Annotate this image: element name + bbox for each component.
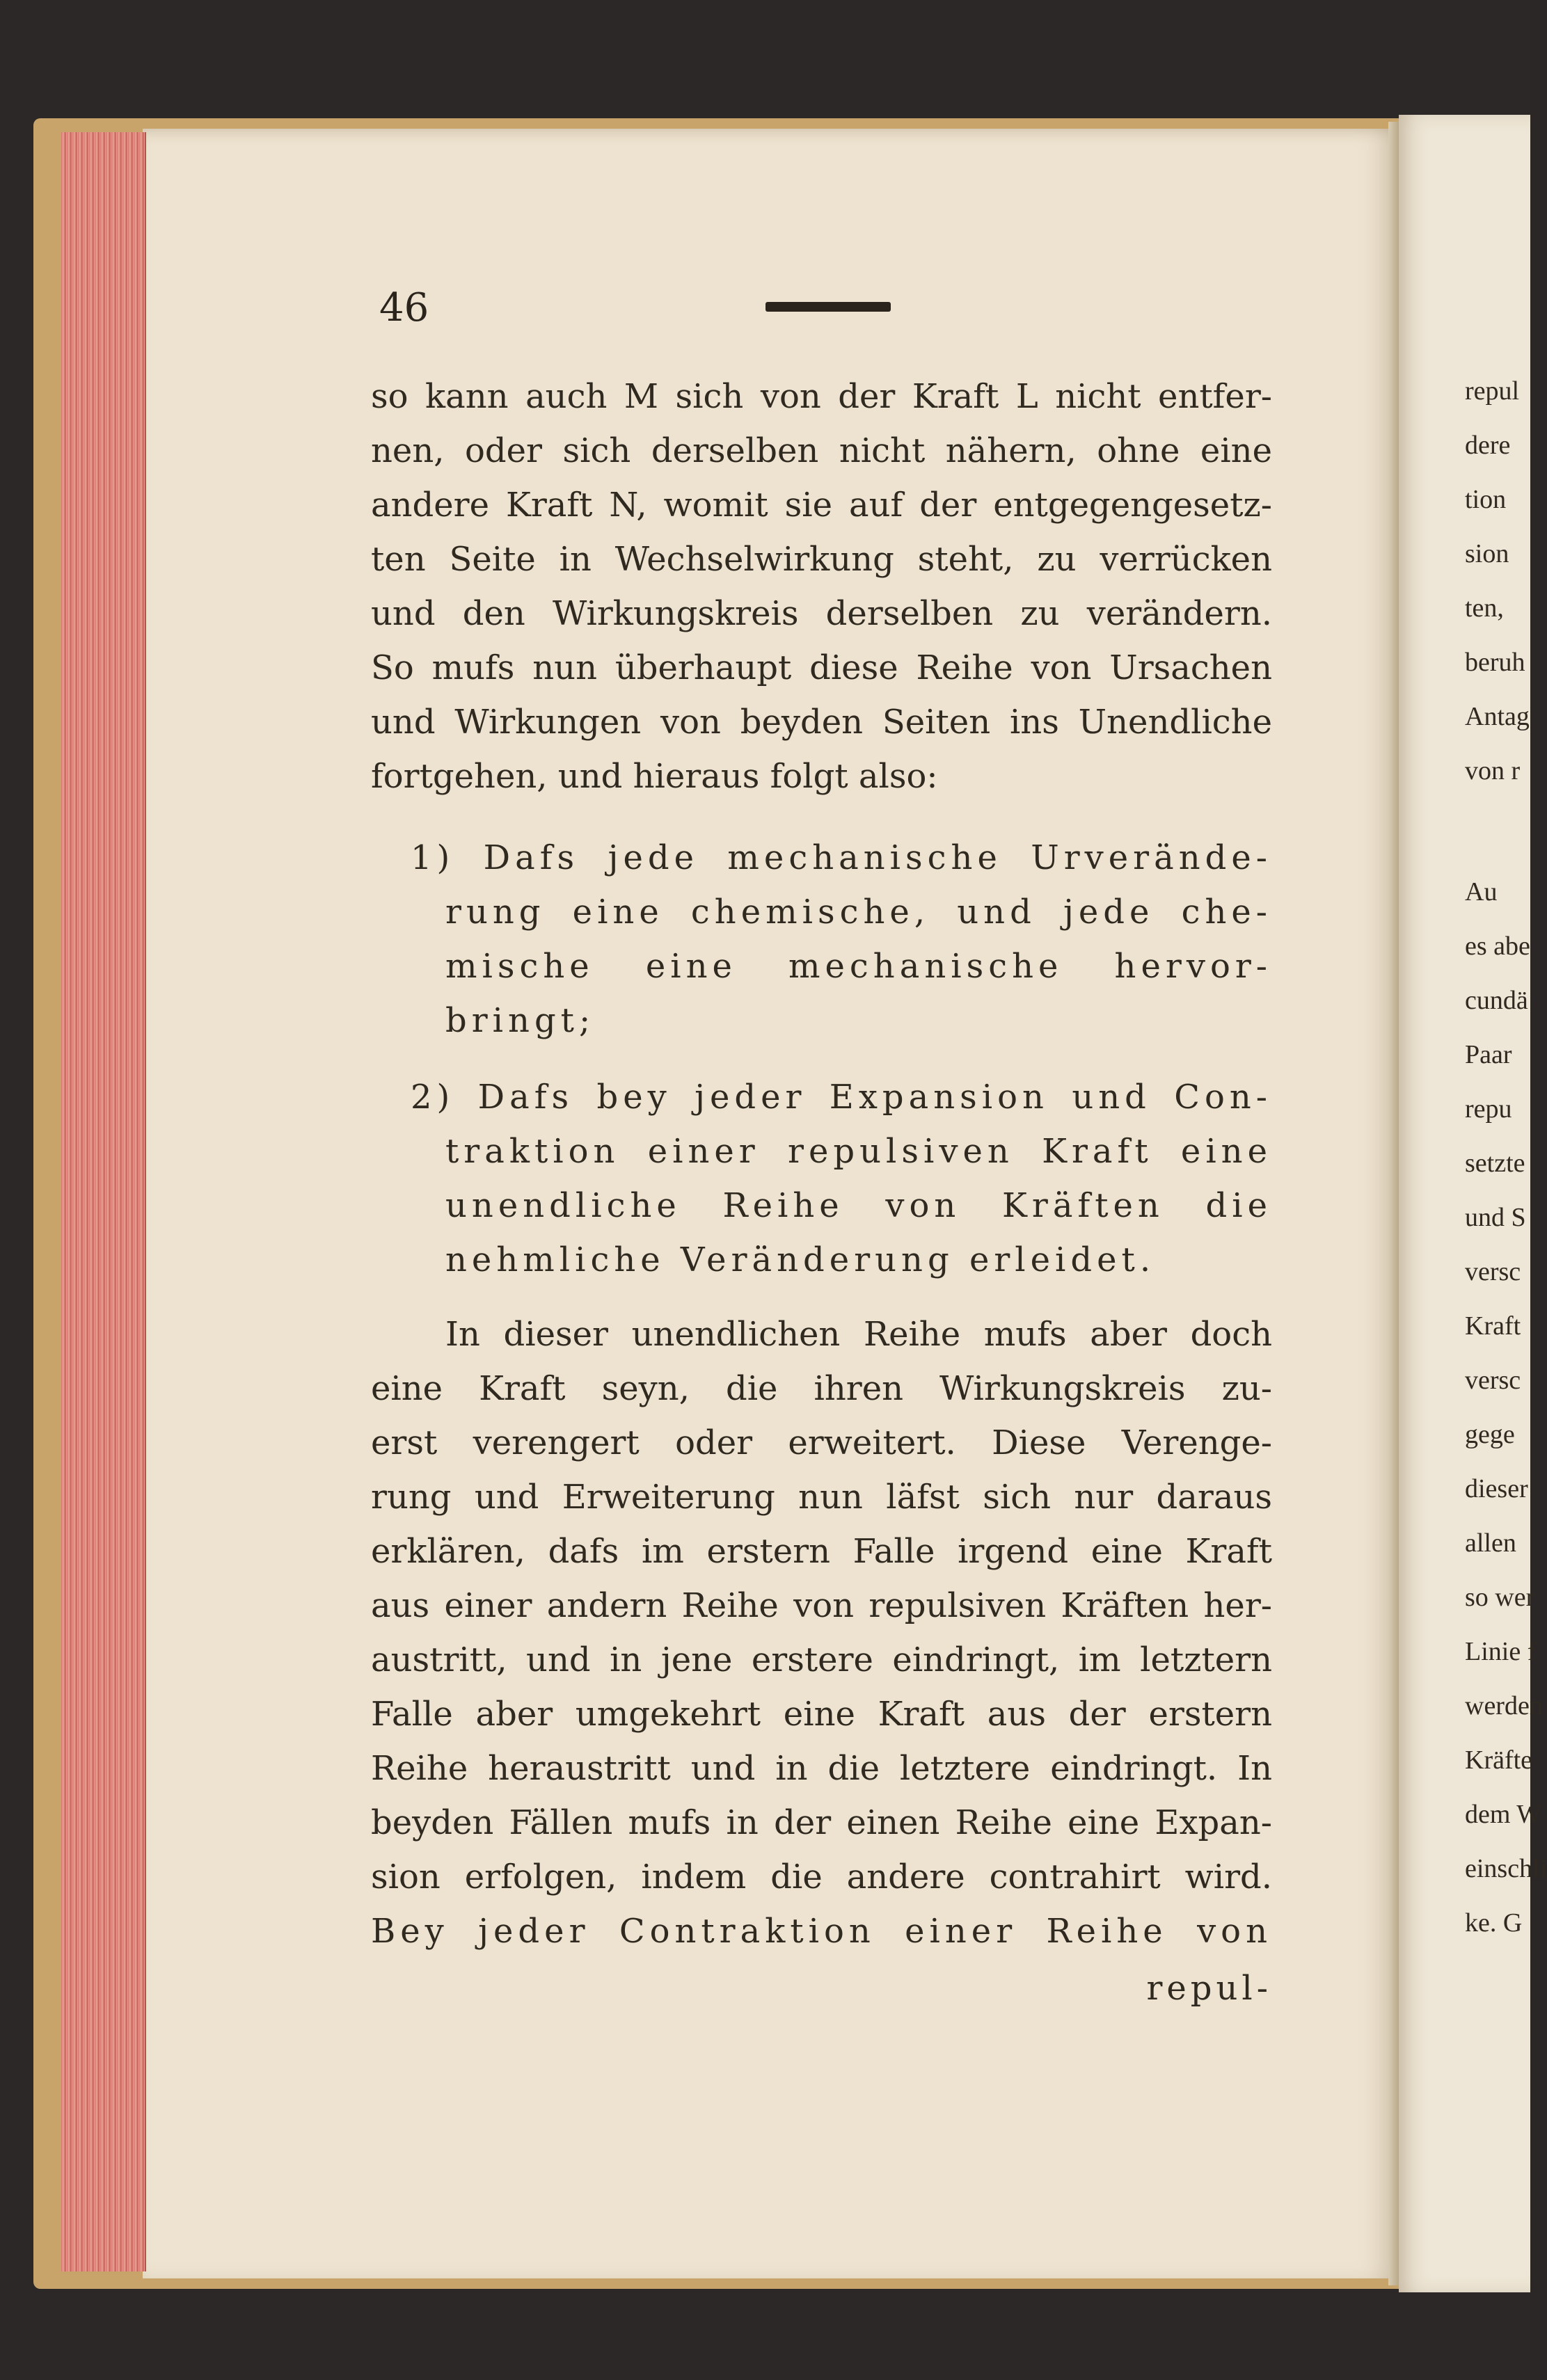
facing-page-fragment: versc xyxy=(1465,1366,1521,1395)
facing-page-fragment: setzte xyxy=(1465,1149,1525,1178)
text-line: rung und Erweiterung nun läfst sich nur daraus xyxy=(371,1478,1272,1517)
catchword: repul- xyxy=(1146,1969,1272,2008)
facing-page-fragment: dieser xyxy=(1465,1474,1528,1503)
text-line: fortgehen, und hieraus folgt also: xyxy=(371,757,938,796)
text-line: Falle aber umgekehrt eine Kraft aus der erstern xyxy=(371,1695,1272,1734)
facing-page-fragment: allen xyxy=(1465,1528,1516,1558)
facing-page-fragment: ten, xyxy=(1465,593,1504,623)
facing-page-fragment: dere xyxy=(1465,431,1511,460)
facing-page-fragment: es abe xyxy=(1465,932,1530,961)
facing-page-fragment: repul xyxy=(1465,376,1520,406)
facing-page-fragment: Antag xyxy=(1465,702,1530,731)
facing-page-fragment: Paar xyxy=(1465,1040,1512,1069)
text-line: aus einer andern Reihe von repulsiven Kräften her- xyxy=(371,1586,1272,1625)
list-item-line: traktion einer repulsiven Kraft eine xyxy=(445,1132,1272,1171)
page-edges xyxy=(61,132,146,2271)
text-line: In dieser unendlichen Reihe mufs aber doch xyxy=(445,1315,1272,1354)
facing-page-fragment: Au xyxy=(1465,877,1498,907)
facing-page-fragment: dem W xyxy=(1465,1800,1542,1829)
text-line: erst verengert oder erweitert. Diese Verenge- xyxy=(371,1423,1272,1462)
page-number: 46 xyxy=(379,285,429,330)
text-line: erklären, dafs im erstern Falle irgend eine Kraft xyxy=(371,1532,1272,1571)
list-item-line: 2) Dafs bey jeder Expansion und Con- xyxy=(411,1078,1272,1117)
list-item-line: bringt; xyxy=(445,1001,596,1040)
text-line: sion erfolgen, indem die andere contrahirt wird. xyxy=(371,1858,1272,1896)
text-line: So mufs nun überhaupt diese Reihe von Ursachen xyxy=(371,648,1272,687)
facing-page-fragment: beruh xyxy=(1465,648,1525,677)
facing-page-fragment: werden xyxy=(1465,1691,1543,1720)
text-line: ten Seite in Wechselwirkung steht, zu verrücken xyxy=(371,540,1272,579)
facing-page-fragment: repu xyxy=(1465,1094,1512,1124)
text-line: andere Kraft N, womit sie auf der entgegengesetz- xyxy=(371,486,1272,525)
text-line: Reihe heraustritt und in die letztere eindringt. In xyxy=(371,1749,1272,1788)
text-line: so kann auch M sich von der Kraft L nicht entfer- xyxy=(371,377,1272,416)
facing-page-fragment: versc xyxy=(1465,1257,1521,1286)
text-line: Bey jeder Contraktion einer Reihe von xyxy=(371,1912,1272,1951)
list-item-line: unendliche Reihe von Kräften die xyxy=(445,1186,1272,1225)
text-line: austritt, und in jene erstere eindringt, im letztern xyxy=(371,1640,1272,1679)
facing-page-fragment: so wer xyxy=(1465,1583,1535,1612)
facing-page-fragment: von r xyxy=(1465,756,1521,785)
text-line: und Wirkungen von beyden Seiten ins Unendliche xyxy=(371,703,1272,742)
facing-page-fragment: einschli xyxy=(1465,1854,1547,1883)
list-item-line: mische eine mechanische hervor- xyxy=(445,947,1272,986)
facing-page-fragment: und S xyxy=(1465,1203,1526,1232)
facing-page-fragment: ke. G xyxy=(1465,1908,1523,1938)
list-item-line: 1) Dafs jede mechanische Urverände- xyxy=(411,838,1272,877)
list-item-line: nehmliche Veränderung erleidet. xyxy=(445,1240,1156,1279)
facing-page-fragment: gege xyxy=(1465,1420,1515,1449)
text-line: nen, oder sich derselben nicht nähern, ohne eine xyxy=(371,431,1272,470)
facing-page-fragment: sion xyxy=(1465,539,1509,568)
facing-page-fragment: Linie f xyxy=(1465,1637,1537,1666)
header-rule xyxy=(765,302,891,312)
list-item-line: rung eine chemische, und jede che- xyxy=(445,893,1272,932)
facing-page-fragment: Kraft xyxy=(1465,1311,1521,1341)
text-line: eine Kraft seyn, die ihren Wirkungskreis zu- xyxy=(371,1369,1272,1408)
facing-page-fragment: Kräfte xyxy=(1465,1746,1533,1775)
text-line: und den Wirkungskreis derselben zu verändern. xyxy=(371,594,1272,633)
facing-page-fragment: cundä xyxy=(1465,986,1528,1015)
facing-page-fragment: tion xyxy=(1465,485,1507,514)
text-line: beyden Fällen mufs in der einen Reihe eine Expan- xyxy=(371,1803,1272,1842)
